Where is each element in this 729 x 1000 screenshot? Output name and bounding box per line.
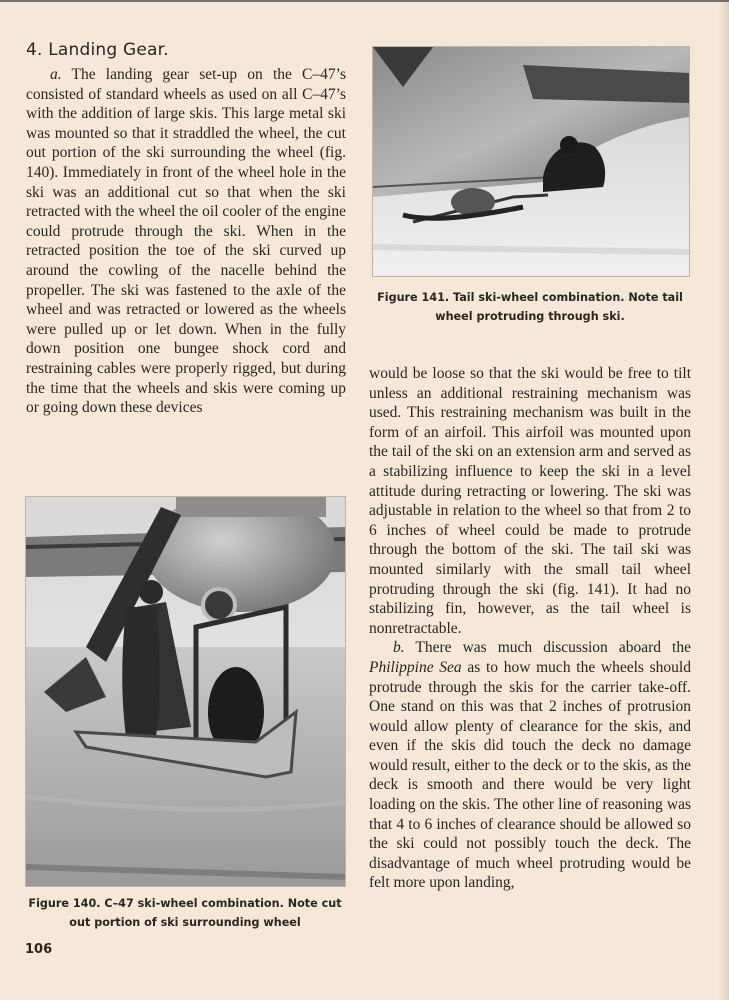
figure-141-caption: Figure 141. Tail ski-wheel combination. Note tail wheel protruding through ski.: [377, 291, 683, 323]
paragraph-a-text: The landing gear set-up on the C–47’s consisted of standard wheels as used on all C–47’s with the addition of large skis. This large metal ski was mounted so that it straddled the wheel, the cut out portion of the ski surrounding the wheel (fig. 140). Immediately in front of the wheel hole in the ski was an additional cut so that when the ski retracted with the wheel the oil cooler of the engine could protrude through the ski. When in the retracted position the toe of the ski curved up around the cowling of the nacelle behind the propeller. The ski was fastened to the axle of the wheel and was retracted or lowered as the wheels were pulled up or let down. When in the fully down position one bungee shock cord and restraining cables were properly rigged, but during the time that the wheels and skis were coming up or going down these devices: [26, 66, 346, 417]
paragraph-b-rest: as to how much the wheels should protrude through the skis for the carrier take-off. One stand on this was that 2 inches of protrusion would allow plenty of clearance for the skis, and even if the skis did touch the deck no damage would result, either to the deck or to the skis, as the deck is smooth and there would be very light loading on the skis. The other line of reasoning was that 4 to 6 inches of clearance should be allowed so the ski could not possibly touch the deck. The disadvantage of much wheel protruding would be felt more upon landing,: [369, 658, 691, 892]
ship-name: Philippine Sea: [369, 658, 462, 676]
main-ski-photo-illustration: [26, 497, 345, 886]
figure-141-photo: [372, 46, 690, 277]
tail-ski-photo-illustration: [373, 47, 689, 276]
page-number: 106: [25, 942, 53, 957]
left-text-column: [26, 65, 346, 418]
page-edge-shadow: [719, 0, 729, 1000]
paragraph-b-marker: b.: [393, 639, 405, 657]
figure-140-caption: Figure 140. C–47 ski-wheel combination. Note cut out portion of ski surrounding wheel: [28, 897, 342, 929]
paragraph-a-continued: would be loose so that the ski would be free to tilt unless an additional restraining mechanism was used. This restraining mechanism was built in the form of an airfoil. This airfoil was mounted upon the tail of the ski on an extension arm and served as a stabilizing influence to keep the ski in a level attitude during retracting or lowering. The ski was adjustable in relation to the wheel so that from 2 to 6 inches of wheel could be made to protrude through the bottom of the ski. The tail ski was mounted similarly with the small tail wheel protruding through the ski (fig. 141). It had no stabilizing fin, however, as the tail wheel is nonretractable.: [369, 365, 691, 637]
scan-top-edge: [0, 0, 729, 2]
paragraph-b-lead: There was much discussion aboard the: [415, 639, 691, 657]
right-text-column: [369, 364, 691, 893]
paragraph-a-marker: a.: [50, 66, 62, 83]
figure-140-photo: [25, 496, 346, 887]
section-heading: 4. Landing Gear.: [26, 40, 169, 60]
paragraph-b: [369, 638, 691, 893]
paragraph-a: [26, 65, 346, 418]
